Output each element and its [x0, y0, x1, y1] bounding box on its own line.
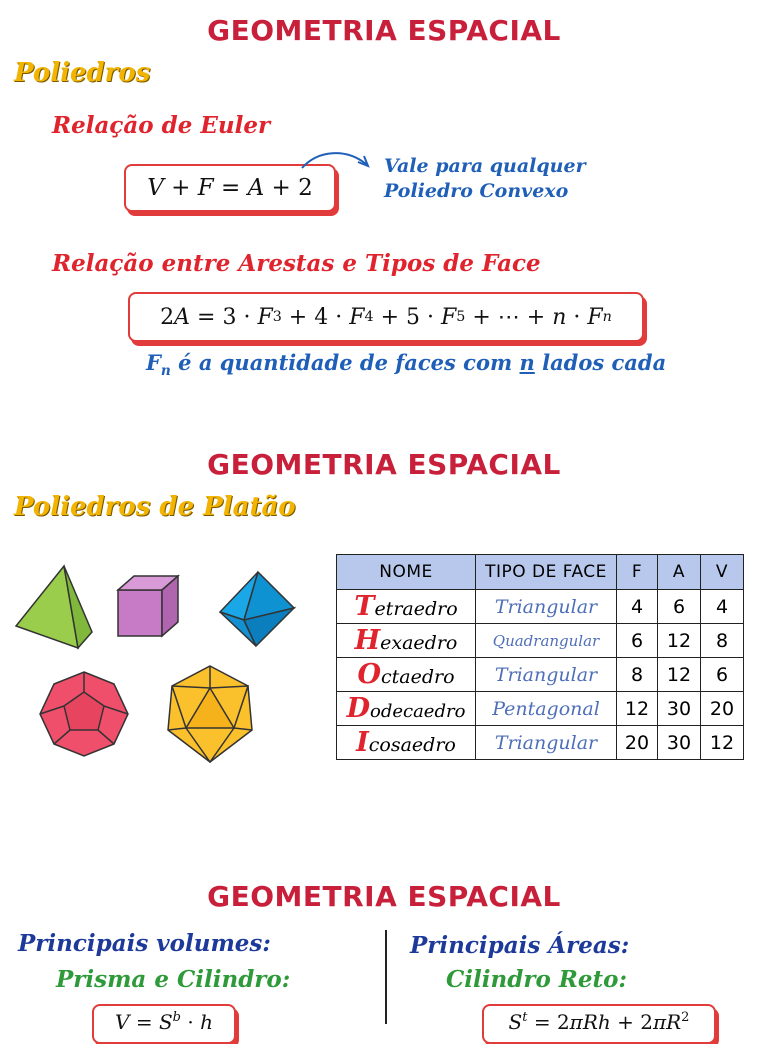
- polyhedra-illustrations: [12, 562, 302, 772]
- area-formula-box: S t = 2 πRh + 2 πR $^2$: [482, 1004, 716, 1044]
- cube-icon: [118, 576, 178, 636]
- platao-subtitle: Poliedros de Platão: [14, 492, 296, 522]
- faces-note-n: n: [519, 350, 535, 375]
- table-row: [337, 590, 744, 624]
- row-face: Quadrangular: [476, 624, 617, 658]
- row-f: 6: [617, 624, 658, 658]
- octahedron-icon: [220, 572, 294, 646]
- row-v: 6: [701, 658, 744, 692]
- cilindro-reto-title: Cilindro Reto:: [446, 966, 627, 993]
- row-a: 12: [658, 624, 701, 658]
- faces-note-part2: lados cada: [542, 350, 667, 375]
- row-name: Hexaedro: [337, 624, 476, 658]
- row-v: 4: [701, 590, 744, 624]
- row-name: Tetraedro: [337, 590, 476, 624]
- table-row: [337, 692, 744, 726]
- tetrahedron-icon: [16, 566, 92, 648]
- row-name: Icosaedro: [337, 726, 476, 760]
- row-face: Pentagonal: [476, 692, 617, 726]
- row-f: 20: [617, 726, 658, 760]
- faces-formula: 2 A = 3 · F 3 + 4 · F 4 + 5 · F 5 + ⋯ + n · F n: [128, 292, 644, 342]
- row-face: Triangular: [476, 726, 617, 760]
- section1-heading: GEOMETRIA ESPACIAL: [207, 14, 561, 47]
- row-f: 8: [617, 658, 658, 692]
- table-row: [337, 624, 744, 658]
- volume-formula-box: V = S $^b$ · h: [92, 1004, 236, 1044]
- row-name: Dodecaedro: [337, 692, 476, 726]
- faces-title: Relação entre Arestas e Tipos de Face: [52, 250, 541, 277]
- curved-arrow-icon: [296, 146, 376, 176]
- euler-formula: V + F = A + 2: [124, 164, 336, 212]
- row-a: 30: [658, 692, 701, 726]
- header-a: A: [658, 555, 701, 590]
- poliedros-subtitle: Poliedros: [14, 58, 151, 88]
- header-tipo-face: TIPO DE FACE: [476, 555, 617, 590]
- row-v: 8: [701, 624, 744, 658]
- header-nome: NOME: [337, 555, 476, 590]
- row-face: Triangular: [476, 658, 617, 692]
- euler-note: [384, 154, 586, 204]
- column-divider: [385, 930, 387, 1024]
- euler-note-line1: Vale para qualquer: [384, 155, 586, 177]
- dodecahedron-icon: [40, 672, 128, 756]
- platonic-solids-table: [336, 554, 744, 760]
- areas-title: Principais Áreas:: [410, 932, 630, 959]
- row-v: 12: [701, 726, 744, 760]
- euler-note-line2: Poliedro Convexo: [384, 180, 569, 202]
- icosahedron-icon: [168, 666, 252, 762]
- euler-title: Relação de Euler: [52, 112, 271, 139]
- prisma-cilindro-title: Prisma e Cilindro:: [56, 966, 291, 993]
- section3-heading: GEOMETRIA ESPACIAL: [207, 880, 561, 913]
- header-v: V: [701, 555, 744, 590]
- header-f: F: [617, 555, 658, 590]
- row-name: Octaedro: [337, 658, 476, 692]
- table-header-row: [337, 555, 744, 590]
- section2-heading: GEOMETRIA ESPACIAL: [207, 448, 561, 481]
- faces-note: $F_n$ é a quantidade de faces com n lados cada: [146, 350, 667, 380]
- faces-note-part1: é a quantidade de faces com: [178, 350, 513, 375]
- table-row: [337, 726, 744, 760]
- row-f: 4: [617, 590, 658, 624]
- row-a: 12: [658, 658, 701, 692]
- row-v: 20: [701, 692, 744, 726]
- row-face: Triangular: [476, 590, 617, 624]
- row-a: 6: [658, 590, 701, 624]
- volumes-title: Principais volumes:: [18, 930, 271, 957]
- row-a: 30: [658, 726, 701, 760]
- table-row: [337, 658, 744, 692]
- row-f: 12: [617, 692, 658, 726]
